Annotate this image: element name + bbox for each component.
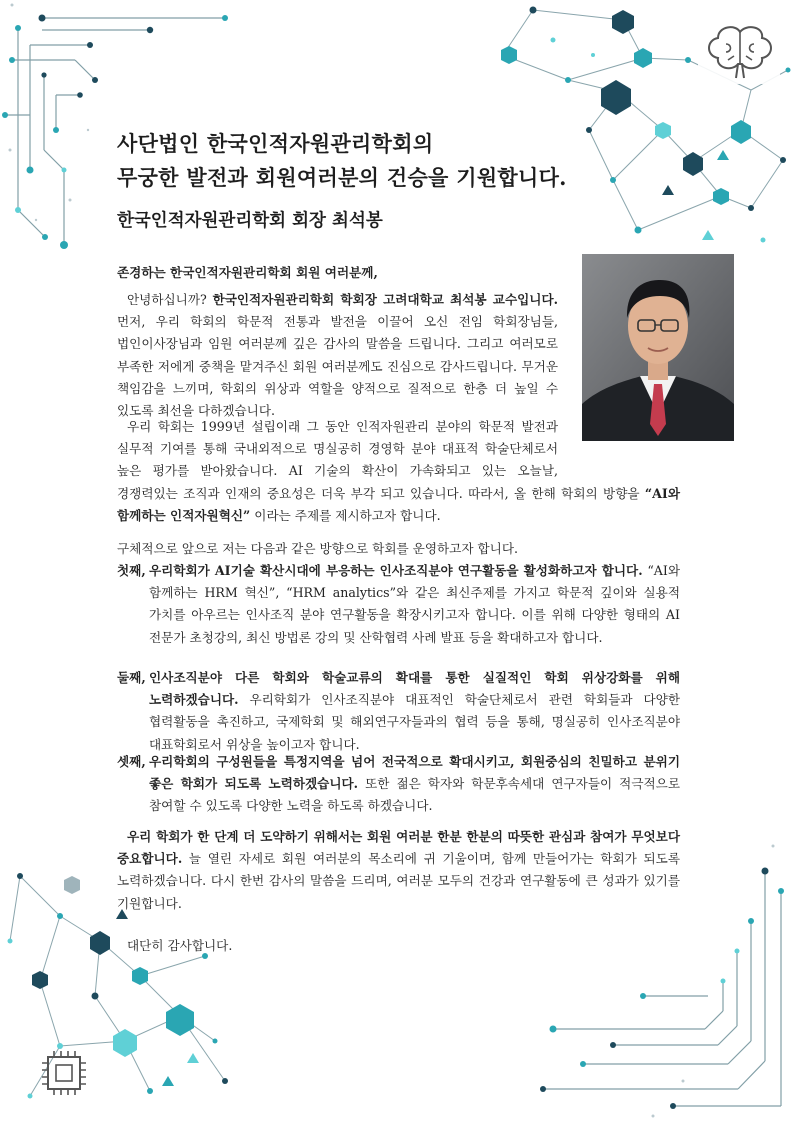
direction-intro: 구체적으로 앞으로 저는 다음과 같은 방향으로 학회를 운영하고자 합니다. bbox=[117, 541, 518, 556]
paragraph-closing bbox=[117, 826, 680, 915]
item-bold-text: 우리학회의 구성원들을 특정지역을 넘어 전국적으로 확대시키고, 회원중심의 친밀하고 분위기 좋은 학회가 되도록 노력하겠습니다. bbox=[149, 754, 680, 792]
item-bold-text: 인사조직분야 다른 학회와 학술교류의 확대를 통한 실질적인 학회 위상강화를 위해 노력하겠습니다. bbox=[149, 670, 680, 708]
page-title-line1: 사단법인 한국인적자원관리학회의 bbox=[117, 131, 434, 156]
item-text: 또한 젊은 학자와 학문후속세대 연구자들이 적극적으로 참여할 수 있도록 다양한 노력을 하도록 하겠습니다. bbox=[149, 776, 680, 814]
intro-rest-text: 먼저, 우리 학회의 학문적 전통과 발전을 이끌어 오신 전임 학회장님들, 법인이사장님과 임원 여러분께 깊은 감사의 말씀을 드립니다. 그리고 여러모로 부족한 저에게 중책을 맡겨주신 회원 여러분께도 진심으로 감사드립니다. 무거운 책임감을 느끼며, 학회의 위상과 역할을 양적으로 질적으로 한층 더 높일 수 있도록 최선을 다하겠습니다. bbox=[117, 314, 558, 419]
item-bold-text: 우리학회가 AI기술 확산시대에 부응하는 인사조직분야 연구활동을 활성화하고자 합니다. bbox=[149, 563, 643, 578]
item-label: 둘째, bbox=[117, 670, 146, 685]
list-item-first bbox=[117, 560, 680, 649]
intro-bold-text: 한국인적자원관리학회 학회장 고려대학교 최석봉 교수입니다. bbox=[212, 292, 559, 307]
greeting: 존경하는 한국인적자원관리학회 회원 여러분께, bbox=[117, 265, 378, 280]
president-photo bbox=[582, 254, 734, 441]
closing-text: 늘 열린 자세로 회원 여러분의 목소리에 귀 기울이며, 함께 만들어가는 학회가 되도록 노력하겠습니다. 다시 한번 감사의 말씀을 드리며, 여러분 모두의 건강과 연구활동에 큰 성과가 있기를 기원합니다. bbox=[117, 851, 680, 911]
intro-greeting-text: 안녕하십니까? bbox=[127, 292, 213, 307]
page-title-line2: 무궁한 발전과 회원여러분의 건승을 기원합니다. bbox=[117, 165, 567, 190]
thanks-line: 대단히 감사합니다. bbox=[127, 938, 233, 953]
item-label: 셋째, bbox=[117, 754, 146, 769]
paragraph-history bbox=[117, 416, 680, 527]
brain-icon bbox=[698, 20, 780, 84]
history-text: 우리 학회는 1999년 설립이래 그 동안 인적자원관리 분야의 학문적 발전과 실무적 기여를 통해 국내외적으로 명실공히 경영학 분야 대표적 학술단체로서 높은 평가를 받아왔습니다. AI 기술의 확산이 가속화되고 있는 오늘날, 경쟁력있는 조직과 인재의 중요성은 더욱 부각 되고 있습니다. 따라서, 올 한해 학회의 방향을 bbox=[117, 419, 645, 501]
closing-bold-text: 우리 학회가 한 단계 더 도약하기 위해서는 회원 여러분 한분 한분의 따뜻한 관심과 참여가 무엇보다 중요합니다. bbox=[117, 829, 680, 867]
item-text: 우리학회가 인사조직분야 대표적인 학술단체로서 관련 학회들과 다양한 협력활동을 촉진하고, 국제학회 및 해외연구자들과의 협력 등을 통해, 명실공히 인사조직분야 대표학회로서 위상을 높이고자 합니다. bbox=[149, 692, 680, 752]
history-rest-text: 이라는 주제를 제시하고자 합니다. bbox=[250, 507, 441, 523]
network-decoration-top-right bbox=[493, 0, 793, 260]
chip-icon bbox=[42, 1051, 86, 1095]
item-text: “AI와 함께하는 HRM 혁신”, “HRM analytics”와 같은 최신주제를 가지고 학문적 깊이와 실용적 가치를 아우르는 인사조직 분야 연구활동을 확장시키고자 합니다. 이를 위해 다양한 형태의 AI 전문가 초청강의, 최신 방법론 강의 및 산학협력 사례 발표 등을 확대하고자 합니다. bbox=[149, 563, 680, 645]
list-item-third bbox=[117, 751, 680, 818]
item-label: 첫째, bbox=[117, 563, 146, 578]
paragraph-intro bbox=[117, 289, 558, 422]
list-item-second bbox=[117, 667, 680, 756]
president-subtitle: 한국인적자원관리학회 회장 최석봉 bbox=[117, 211, 383, 231]
theme-bold-text: “AI와 함께하는 인적자원혁신” bbox=[117, 485, 680, 523]
